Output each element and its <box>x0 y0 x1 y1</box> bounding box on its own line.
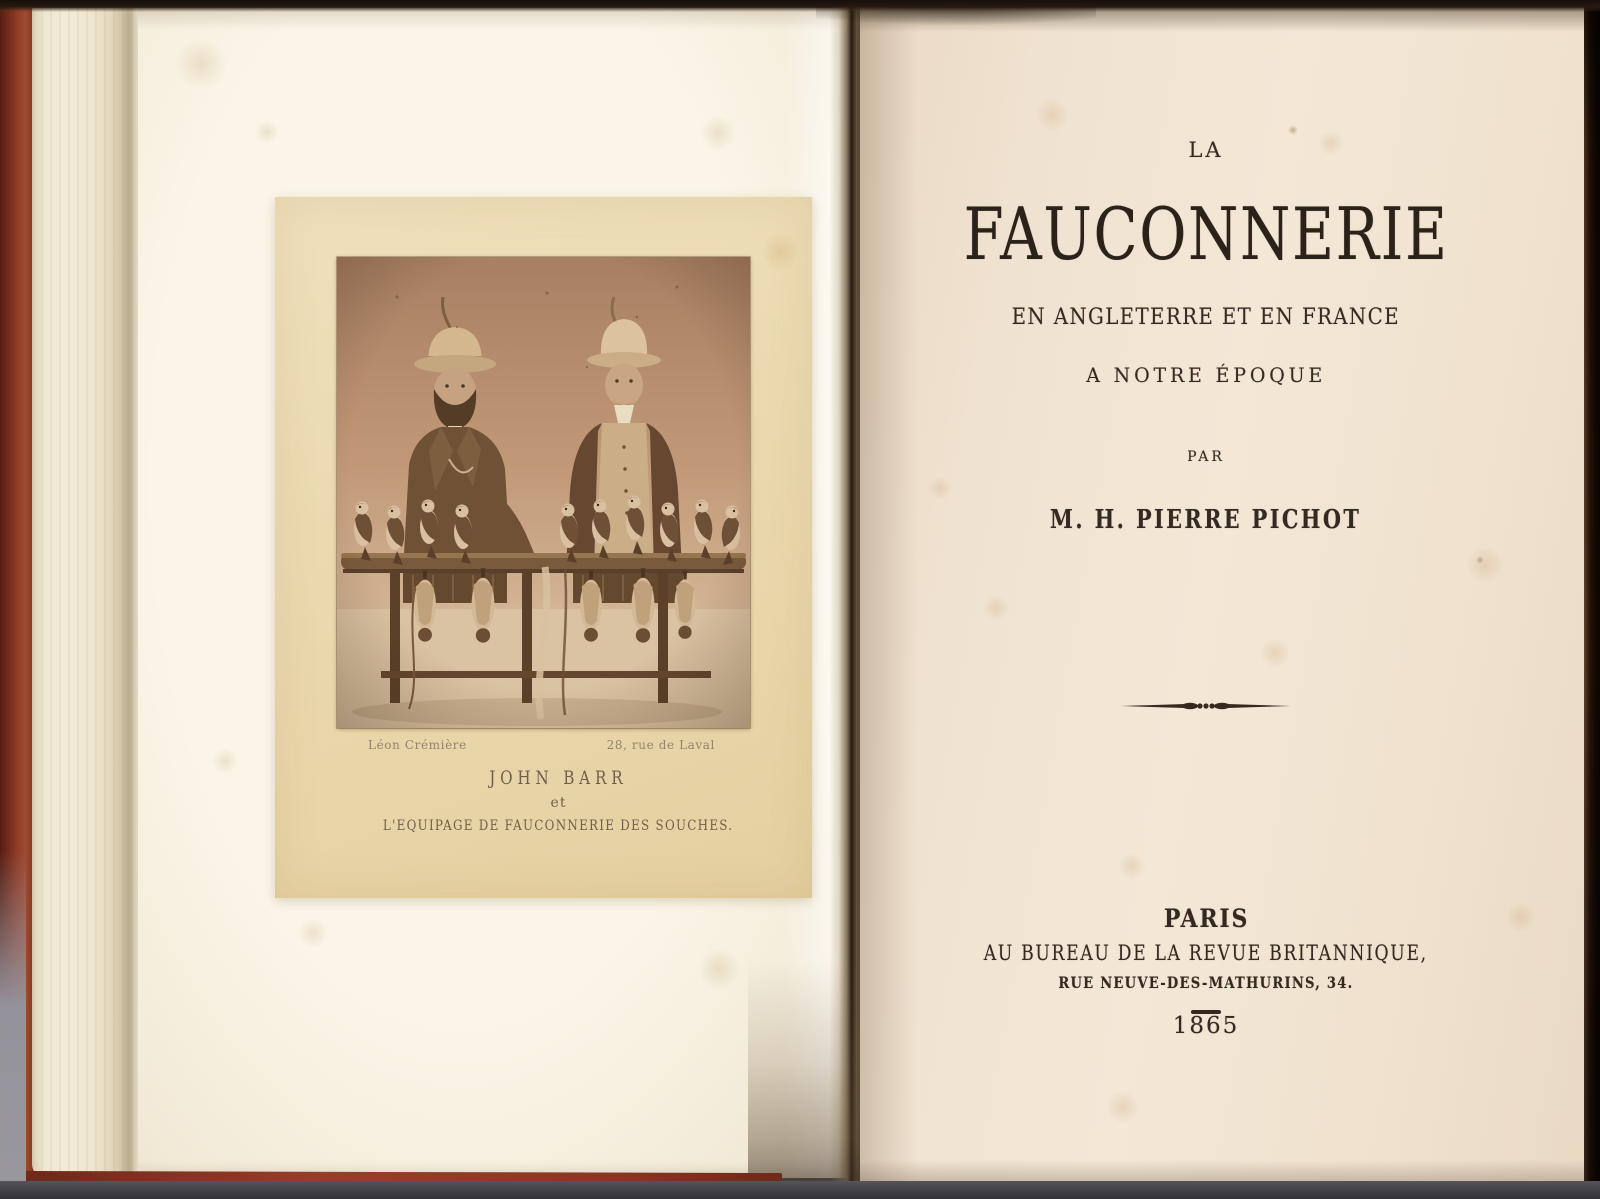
pretitle: LA <box>1188 138 1224 162</box>
subtitle-epoch: A NOTRE ÉPOQUE <box>1086 363 1326 387</box>
foxing-spot <box>760 232 800 272</box>
foxing-spot <box>1288 125 1298 135</box>
imprint-address: RUE NEUVE-DES-MATHURINS, 34. <box>1058 973 1354 992</box>
subtitle-countries: EN ANGLETERRE ET EN FRANCE <box>1011 305 1401 330</box>
frontispiece-photo <box>337 257 750 728</box>
book-top-edge <box>0 0 1600 12</box>
foxing-spot <box>1466 546 1504 584</box>
foxing-spot <box>698 948 740 990</box>
page-block-edges <box>32 8 142 1178</box>
caption-subject-name: JOHN BARR <box>489 767 628 789</box>
foxing-spot <box>1118 852 1146 880</box>
imprint-year: 1865 <box>1172 1013 1240 1039</box>
table-shadow <box>0 1181 1600 1199</box>
tapered-rule-ornament <box>860 698 1552 718</box>
author-name: M. H. PIERRE PICHOT <box>1050 505 1362 535</box>
caption-subtitle: L'EQUIPAGE DE FAUCONNERIE DES SOUCHES. <box>383 818 734 834</box>
foxing-spot <box>175 38 227 90</box>
foxing-spot <box>255 120 279 144</box>
photo-mount <box>275 197 812 898</box>
imprint-city: PARIS <box>1163 904 1249 933</box>
title-page <box>860 8 1588 1186</box>
foxing-spot <box>1260 638 1290 668</box>
photographer-credit: Léon Crémière <box>368 738 467 752</box>
fore-edge-right <box>1584 0 1600 1192</box>
background-corner <box>0 850 26 1199</box>
gutter-bottom-shadow <box>748 960 862 1188</box>
foxing-spot <box>1318 130 1344 156</box>
byline-word: PAR <box>1187 449 1225 465</box>
foxing-spot <box>212 748 238 774</box>
foxing-spot <box>928 476 952 500</box>
studio-address: 28, rue de Laval <box>606 738 715 752</box>
foxing-spot <box>1476 556 1484 564</box>
foxing-spot <box>298 918 328 948</box>
foxing-spot <box>1106 1090 1140 1124</box>
foxing-spot <box>983 595 1009 621</box>
foxing-spot <box>1506 902 1536 932</box>
caption-connector: et <box>550 795 567 811</box>
foxing-spot <box>700 115 736 151</box>
imprint-publisher: AU BUREAU DE LA REVUE BRITANNIQUE, <box>983 941 1429 965</box>
book-title: FAUCONNERIE <box>963 192 1449 276</box>
foxing-spot <box>1035 98 1069 132</box>
